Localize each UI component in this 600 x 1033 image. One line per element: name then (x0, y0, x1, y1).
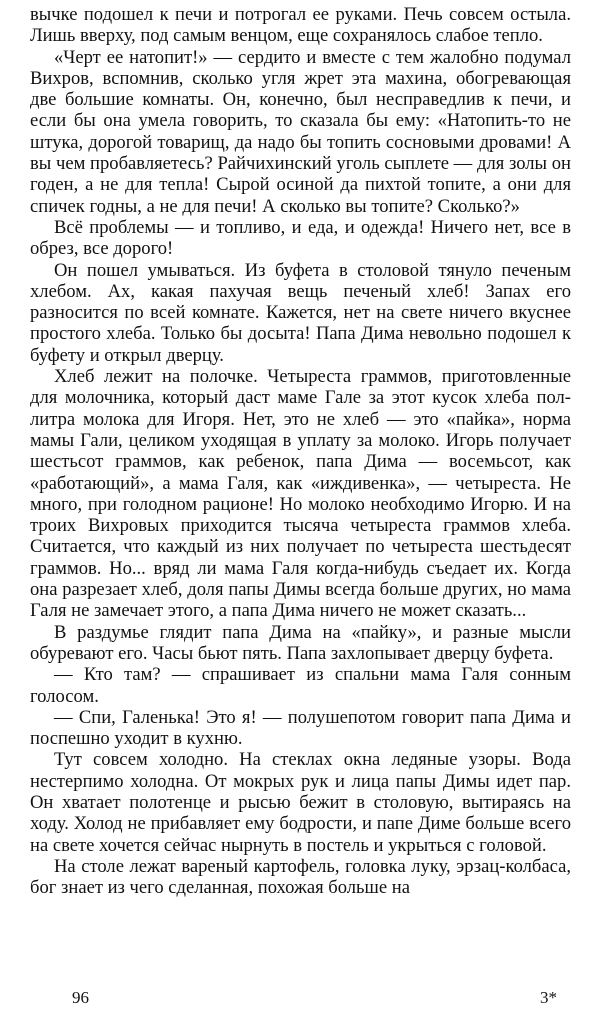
paragraph: — Кто там? — спрашивает из спальни мама Галя сонным голосом. (30, 664, 571, 707)
paragraph: Хлеб лежит на полочке. Четыреста граммов, приготовленные для молочника, который даст маме Гале за этот кусок хлеба пол-литра молока для Игоря. Нет, это не хлеб — это «пайка», норма мамы Гали, целиком уходящая в уплату за молоко. Игорь получает шестьсот граммов, как ребенок, папа Дима — восемьсот, как «работающий», а мама Галя, как «иждивенка», — четыреста. Не много, при голодном рационе! Но молоко необходимо Игорю. И на троих Вихровых приходится тысяча четыреста граммов хлеба. Считается, что каждый из них получает по четыреста шестьдесят граммов. Но... вряд ли мама Галя когда-нибудь съедает их. Когда она разрезает хлеб, доля папы Димы всегда больше других, но мама Галя не замечает этого, а папа Дима ничего не может сказать... (30, 366, 571, 622)
paragraph: — Спи, Галенька! Это я! — полушепотом говорит папа Дима и поспешно уходит в кухню. (30, 706, 571, 750)
paragraph: Всё проблемы — и топливо, и еда, и одежда! Ничего нет, все в обрез, все дорого! (30, 216, 571, 260)
paragraph: Он пошел умываться. Из буфета в столовой тянуло печеным хлебом. Ах, какая пахучая вещь печеный хлеб! Запах его разносится по всей комнате. Кажется, нет на свете ничего вкуснее простого хлеба. Только бы досыта! Папа Дима невольно подошел к буфету и открыл дверцу. (30, 259, 571, 366)
paragraph: вычке подошел к печи и потрогал ее руками. Печь совсем остыла. Лишь вверху, под самым венцом, еще сохранялось слабое тепло. (30, 4, 571, 47)
paragraph: В раздумье глядит папа Дима на «пайку», и разные мысли обуревают его. Часы бьют пять. Папа захлопывает дверцу буфета. (30, 621, 571, 664)
signature-mark: 3* (540, 988, 557, 1007)
page-footer (0, 988, 600, 1012)
page-number: 96 (72, 988, 89, 1007)
paragraph: Тут совсем холодно. На стеклах окна ледяные узоры. Вода нестерпимо холодна. От мокрых рук и лица папы Димы идет пар. Он хватает полотенце и рысью бежит в столовую, вытираясь на ходу. Холод не прибавляет ему бодрости, и папе Диме больше всего на свете хочется сейчас нырнуть в постель и укрыться с головой. (30, 749, 571, 856)
paragraph: «Черт ее натопит!» — сердито и вместе с тем жалобно подумал Вихров, вспомнив, сколько угля жрет эта махина, обогревающая две большие комнаты. Он, конечно, был несправедлив к печи, и если бы она умела говорить, то сказала бы ему: «Натопить-то не штука, дорогой товарищ, да надо бы топить сосновыми дровами! А вы чем пробавляетесь? Райчихинский уголь сыплете — для золы он годен, а не для тепла! Сырой осиной да пихтой топите, а они для спичек годны, а не для печи! А сколько вы топите? Сколько?» (30, 46, 571, 217)
page-body-text (30, 4, 571, 898)
paragraph: На столе лежат вареный картофель, головка луку, эрзац-колбаса, бог знает из чего сделанная, похожая больше на (30, 855, 571, 899)
